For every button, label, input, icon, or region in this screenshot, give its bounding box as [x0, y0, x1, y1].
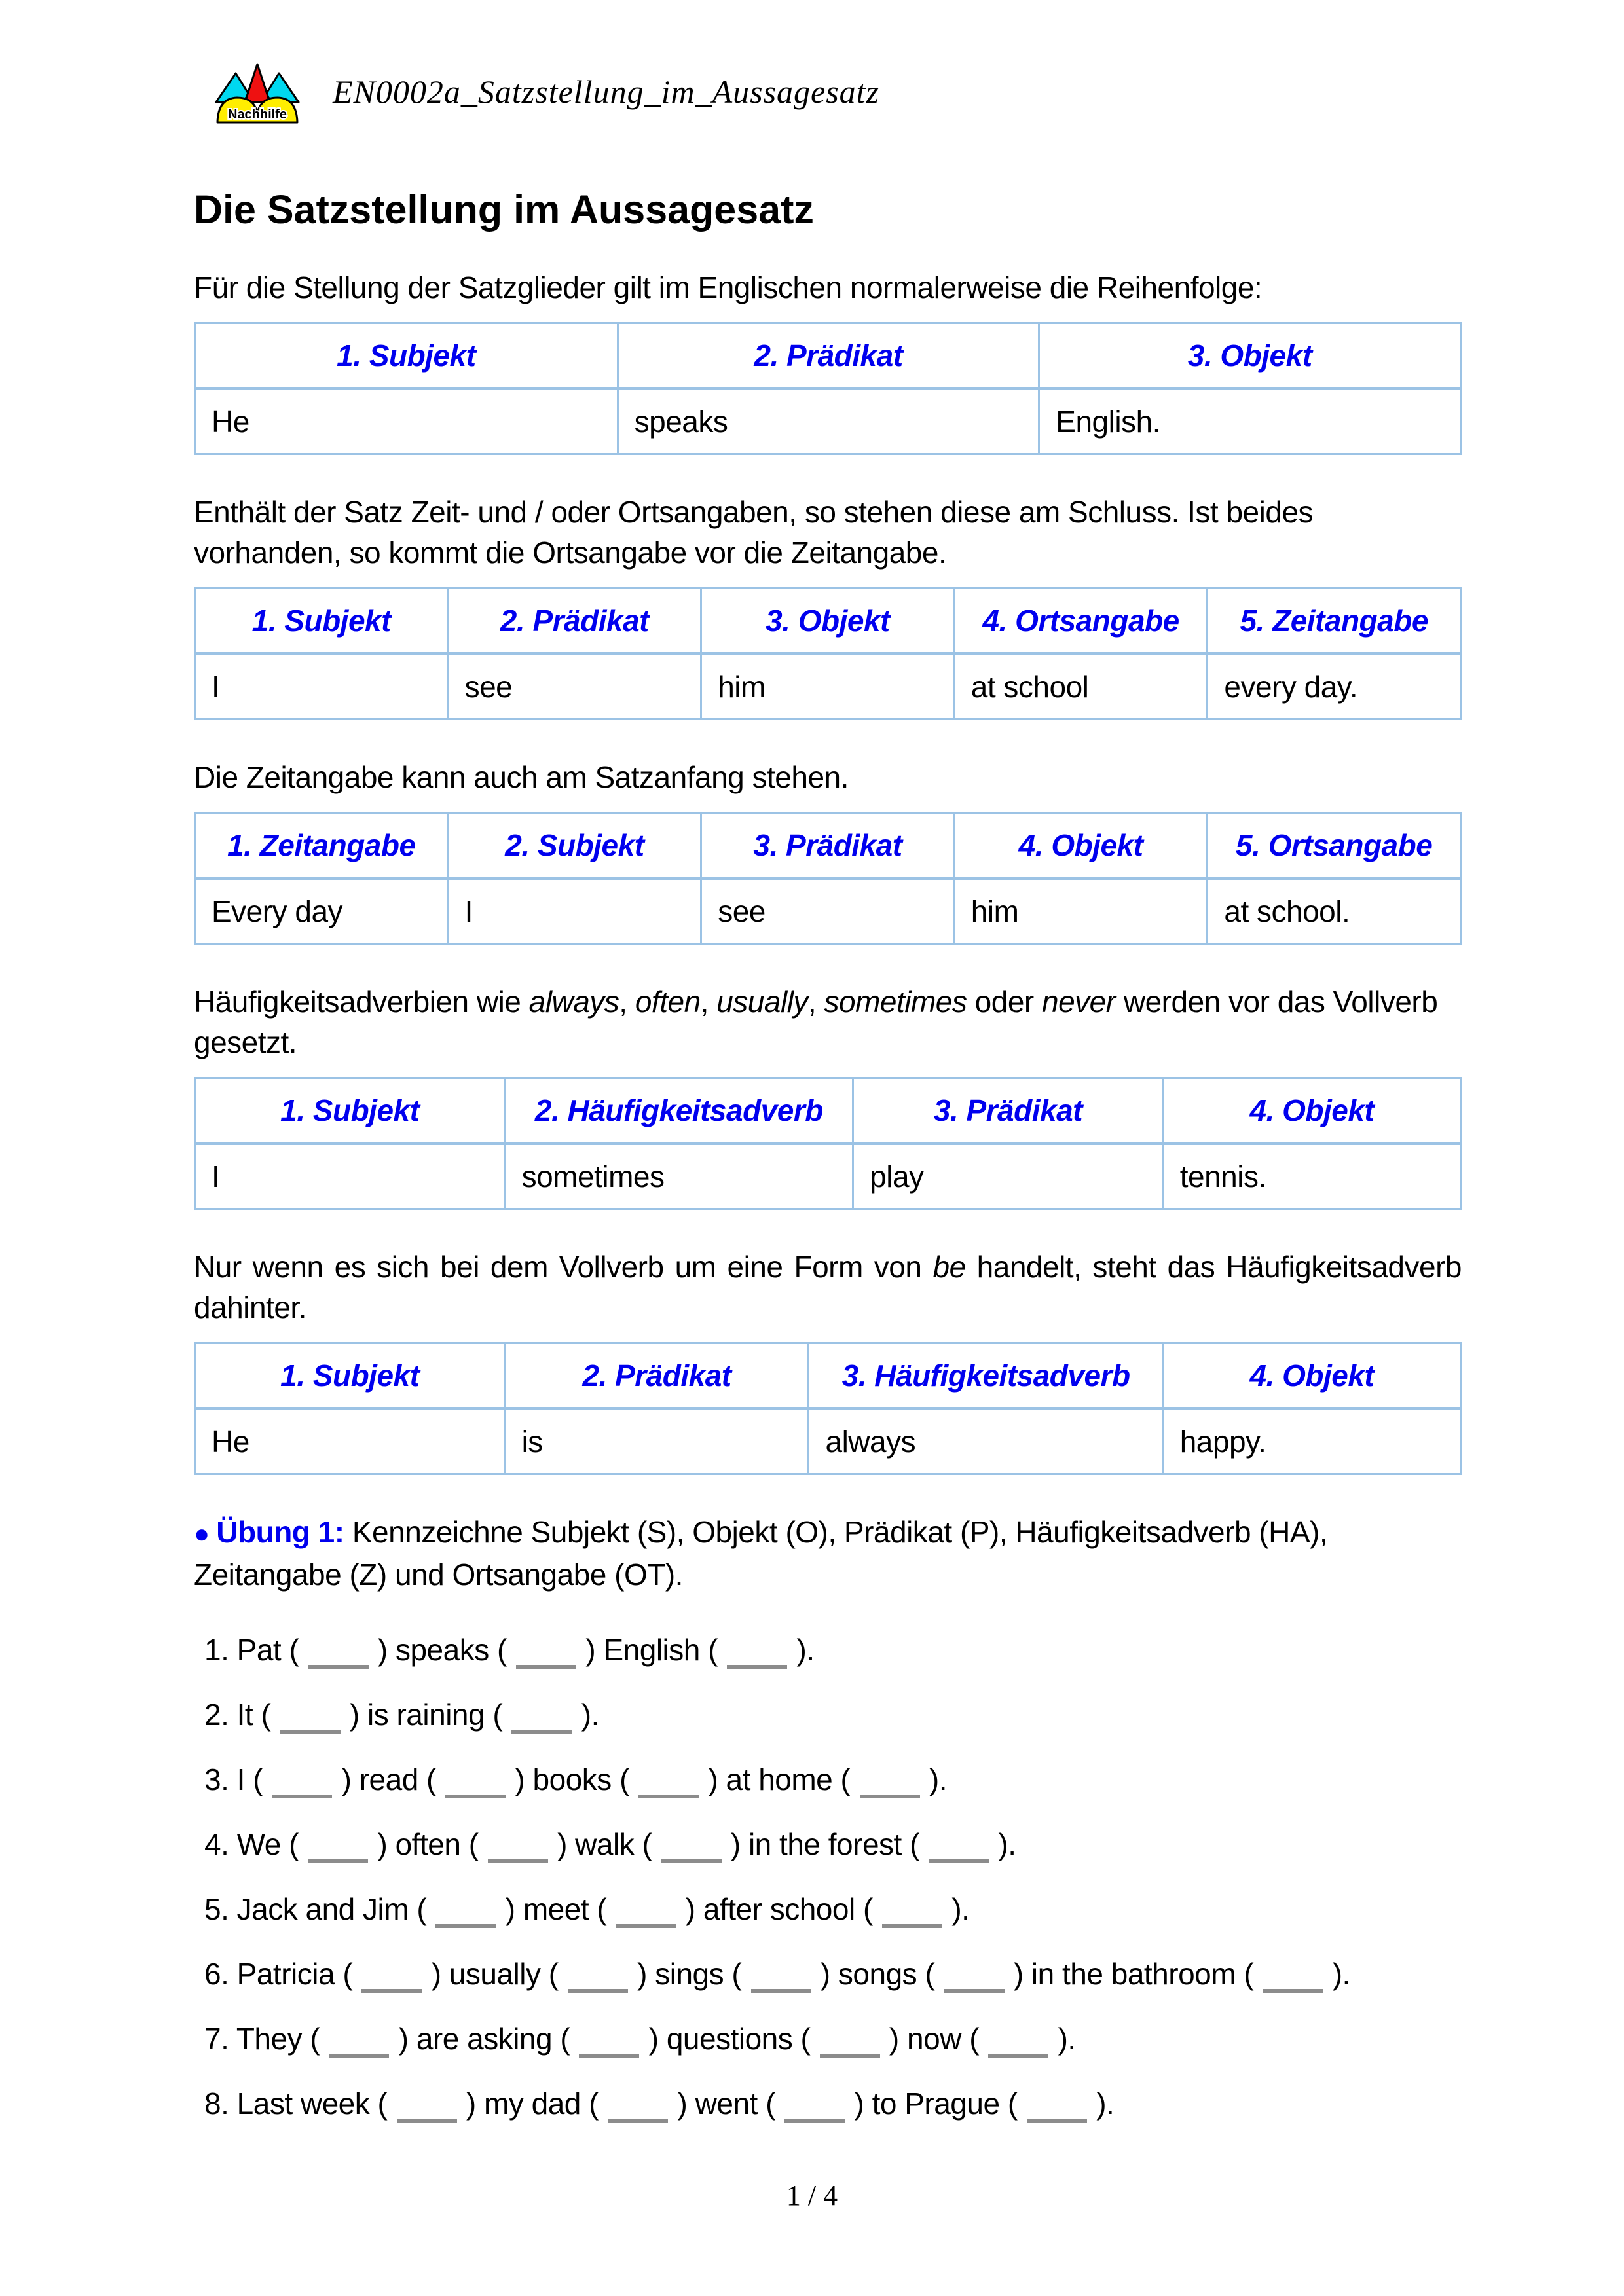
- answer-blank: [579, 2041, 639, 2058]
- table-cell: at school: [954, 654, 1208, 720]
- table-header-cell: 3. Objekt: [1039, 323, 1461, 389]
- table-word-order-time-first: [194, 812, 1462, 945]
- table-cell: tennis.: [1163, 1144, 1460, 1209]
- table-cell: at school.: [1208, 879, 1461, 944]
- table-header-cell: 3. Objekt: [701, 589, 955, 654]
- answer-blank: [361, 1976, 422, 1993]
- answer-blank: [280, 1717, 341, 1734]
- table-word-order-basic: [194, 322, 1462, 455]
- table-row: [195, 654, 1461, 720]
- emphasis-term: often: [635, 985, 701, 1019]
- item-number: 2.: [204, 1698, 237, 1732]
- table-header-cell: 2. Häufigkeitsadverb: [505, 1078, 853, 1144]
- item-number: 5.: [204, 1892, 237, 1926]
- text-segment: handelt, steht das Häufigkeitsadverb dahinter.: [194, 1250, 1462, 1324]
- exercise-item: 8. Last week ( ) my dad ( ) went ( ) to Prague ( ).: [204, 2085, 1462, 2123]
- table-header-cell: 2. Subjekt: [448, 813, 701, 879]
- answer-blank: [882, 1911, 942, 1928]
- exercise-item: 6. Patricia ( ) usually ( ) sings ( ) songs ( ) in the bathroom ( ).: [204, 1956, 1462, 1993]
- table-cell: always: [809, 1409, 1163, 1474]
- table-word-order-frequency-adverb: [194, 1077, 1462, 1210]
- answer-blank: [784, 2105, 845, 2123]
- answer-blank: [638, 1781, 699, 1798]
- exercise-item: 3. I ( ) read ( ) books ( ) at home ( ).: [204, 1761, 1462, 1798]
- item-number: 8.: [204, 2086, 237, 2121]
- table-cell: sometimes: [505, 1144, 853, 1209]
- content-blocks: [194, 189, 1462, 2150]
- text-segment: oder: [967, 985, 1043, 1019]
- table-cell: every day.: [1208, 654, 1461, 720]
- table-word-order-be: [194, 1342, 1462, 1475]
- emphasis-term: be: [932, 1250, 966, 1284]
- exercise-item: 2. It ( ) is raining ( ).: [204, 1696, 1462, 1734]
- answer-blank: [511, 1717, 572, 1734]
- logo-center-peak: [245, 64, 270, 102]
- table-row: [195, 389, 1461, 454]
- answer-blank: [397, 2105, 457, 2123]
- page-footer: [0, 2179, 1624, 2212]
- paragraph: [194, 981, 1462, 1063]
- table-header-cell: 1. Subjekt: [195, 1078, 506, 1144]
- paragraph: [194, 1247, 1462, 1328]
- exercise-heading: [194, 1512, 1462, 1595]
- table-header-cell: 1. Subjekt: [195, 1343, 506, 1409]
- table-header-row: [195, 1343, 1461, 1409]
- table-header-cell: 5. Ortsangabe: [1208, 813, 1461, 879]
- paragraph: [194, 757, 1462, 797]
- table-header-cell: 1. Zeitangabe: [195, 813, 449, 879]
- text-segment: werden vor das Vollverb gesetzt.: [194, 985, 1438, 1059]
- table-cell: him: [954, 879, 1208, 944]
- table-cell: is: [505, 1409, 809, 1474]
- answer-blank: [308, 1846, 368, 1863]
- table-header-cell: 1. Subjekt: [195, 589, 449, 654]
- table-header-cell: 4. Ortsangabe: [954, 589, 1208, 654]
- exercise-items: [194, 1631, 1462, 2123]
- table-row: [195, 879, 1461, 944]
- table-header-cell: 3. Prädikat: [701, 813, 955, 879]
- table-cell: I: [195, 1144, 506, 1209]
- nachhilfe-logo-icon: [208, 59, 306, 124]
- table-header-cell: 3. Häufigkeitsadverb: [809, 1343, 1163, 1409]
- answer-blank: [568, 1976, 628, 1993]
- text-segment: Enthält der Satz Zeit- und / oder Ortsangaben, so stehen diese am Schluss. Ist beides vorhanden, so kommt die Ortsangabe vor die Zeitangabe.: [194, 495, 1314, 570]
- emphasis-term: never: [1042, 985, 1116, 1019]
- table-header-row: [195, 1078, 1461, 1144]
- table-header-row: [195, 589, 1461, 654]
- exercise-label: Übung 1:: [216, 1515, 352, 1549]
- table-header-cell: 2. Prädikat: [618, 323, 1039, 389]
- bullet-icon: ●: [194, 1520, 217, 1548]
- exercise-item: 4. We ( ) often ( ) walk ( ) in the forest ( ).: [204, 1826, 1462, 1863]
- text-segment: Häufigkeitsadverbien wie: [194, 985, 529, 1019]
- table-header-cell: 2. Prädikat: [505, 1343, 809, 1409]
- answer-blank: [445, 1781, 506, 1798]
- answer-blank: [616, 1911, 676, 1928]
- item-number: 3.: [204, 1762, 237, 1796]
- answer-blank: [608, 2105, 668, 2123]
- table-cell: speaks: [618, 389, 1039, 454]
- item-number: 1.: [204, 1633, 237, 1667]
- table-row: [195, 1144, 1461, 1209]
- answer-blank: [272, 1781, 332, 1798]
- emphasis-term: usually: [716, 985, 808, 1019]
- table-header-cell: 1. Subjekt: [195, 323, 618, 389]
- answer-blank: [488, 1846, 548, 1863]
- text-segment: ,: [619, 985, 635, 1019]
- table-cell: see: [448, 654, 701, 720]
- paragraph: [194, 267, 1462, 308]
- emphasis-term: sometimes: [824, 985, 967, 1019]
- table-cell: happy.: [1163, 1409, 1460, 1474]
- text-segment: Die Zeitangabe kann auch am Satzanfang stehen.: [194, 760, 849, 794]
- text-segment: Kennzeichne Subjekt (S), Objekt (O), Prädikat (P), Häufigkeitsadverb (HA), Zeitangabe (Z) und Ortsangabe (OT).: [194, 1515, 1328, 1592]
- answer-blank: [329, 2041, 389, 2058]
- exercise-item: 1. Pat ( ) speaks ( ) English ( ).: [204, 1631, 1462, 1669]
- table-word-order-place-time: [194, 587, 1462, 720]
- table-header-row: [195, 813, 1461, 879]
- answer-blank: [860, 1781, 920, 1798]
- table-header-cell: 2. Prädikat: [448, 589, 701, 654]
- exercise-item: 5. Jack and Jim ( ) meet ( ) after school ( ).: [204, 1891, 1462, 1928]
- table-cell: Every day: [195, 879, 449, 944]
- table-header-cell: 4. Objekt: [1163, 1343, 1460, 1409]
- table-cell: I: [195, 654, 449, 720]
- answer-blank: [1027, 2105, 1087, 2123]
- document-header: [208, 59, 879, 124]
- table-header-cell: 3. Prädikat: [853, 1078, 1164, 1144]
- table-header-cell: 4. Objekt: [954, 813, 1208, 879]
- table-cell: He: [195, 389, 618, 454]
- text-segment: Nur wenn es sich bei dem Vollverb um eine Form von: [194, 1250, 933, 1284]
- answer-blank: [308, 1652, 369, 1669]
- table-cell: I: [448, 879, 701, 944]
- page-number: 1 / 4: [786, 2179, 838, 2212]
- answer-blank: [435, 1911, 496, 1928]
- table-cell: him: [701, 654, 955, 720]
- page-title: Die Satzstellung im Aussagesatz: [194, 187, 814, 232]
- table-cell: English.: [1039, 389, 1461, 454]
- item-number: 6.: [204, 1957, 237, 1991]
- exercise-item: 7. They ( ) are asking ( ) questions ( ) now ( ).: [204, 2020, 1462, 2058]
- table-header-cell: 4. Objekt: [1163, 1078, 1460, 1144]
- table-header-row: [195, 323, 1461, 389]
- table-cell: play: [853, 1144, 1164, 1209]
- emphasis-term: always: [528, 985, 619, 1019]
- table-header-cell: 5. Zeitangabe: [1208, 589, 1461, 654]
- document-filename: EN0002a_Satzstellung_im_Aussagesatz: [333, 73, 880, 110]
- answer-blank: [820, 2041, 880, 2058]
- answer-blank: [727, 1652, 787, 1669]
- answer-blank: [751, 1976, 811, 1993]
- answer-blank: [944, 1976, 1005, 1993]
- table-cell: He: [195, 1409, 506, 1474]
- text-segment: Für die Stellung der Satzglieder gilt im Englischen normalerweise die Reihenfolge:: [194, 270, 1263, 304]
- text-segment: ,: [700, 985, 717, 1019]
- answer-blank: [516, 1652, 576, 1669]
- answer-blank: [1263, 1976, 1323, 1993]
- item-number: 7.: [204, 2022, 236, 2056]
- table-row: [195, 1409, 1461, 1474]
- answer-blank: [929, 1846, 989, 1863]
- answer-blank: [988, 2041, 1048, 2058]
- text-segment: ,: [807, 985, 824, 1019]
- paragraph: [194, 492, 1462, 573]
- answer-blank: [661, 1846, 722, 1863]
- logo-text: Nachhilfe: [227, 107, 287, 122]
- table-cell: see: [701, 879, 955, 944]
- item-number: 4.: [204, 1827, 237, 1861]
